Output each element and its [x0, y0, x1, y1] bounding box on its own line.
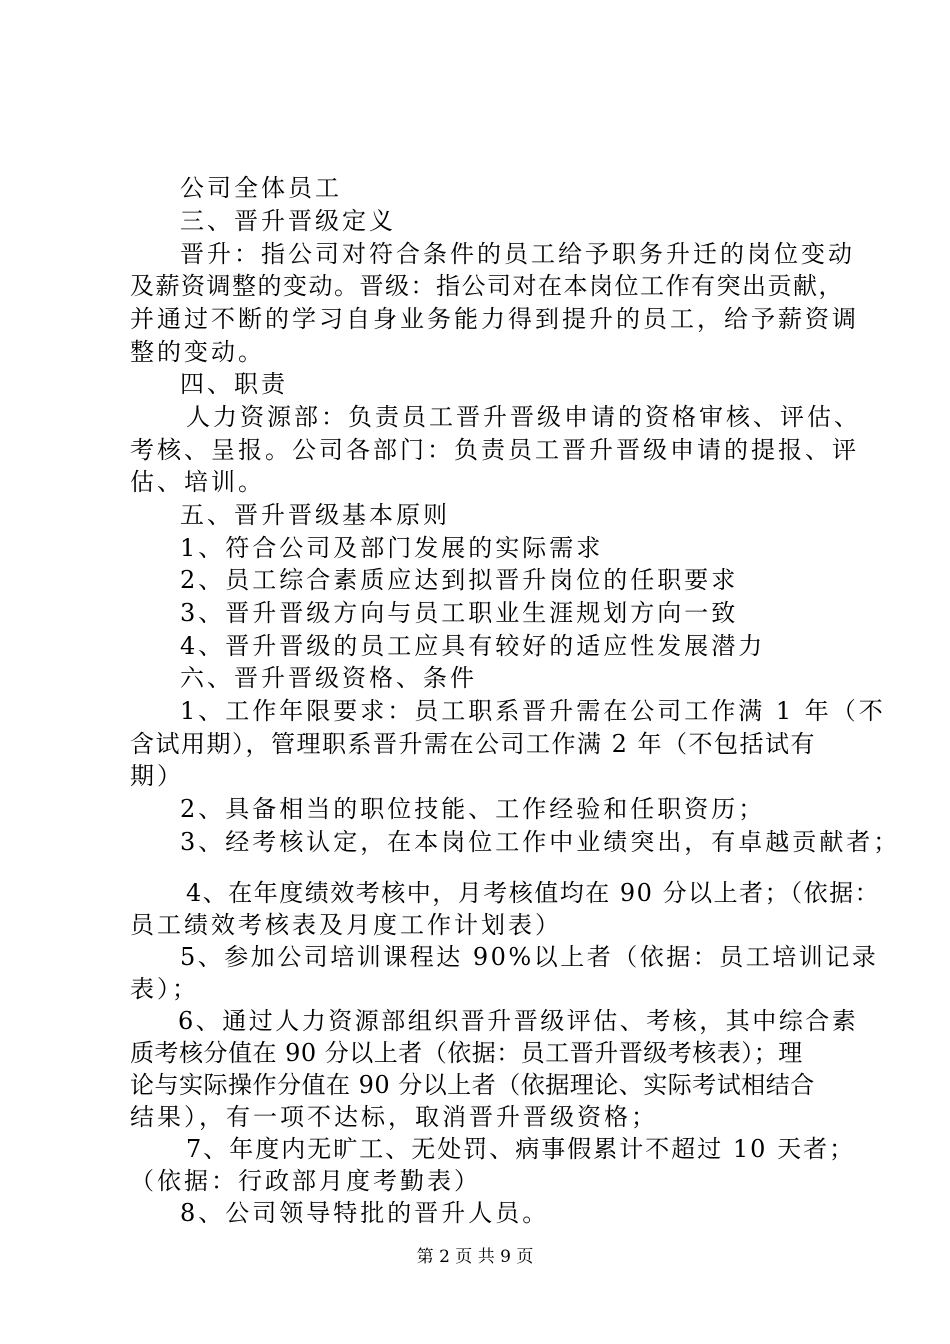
paragraph-line: 人力资源部：负责员工晋升晋级申请的资格审核、评估、 — [186, 403, 861, 431]
list-item-continuation: 员工绩效考核表及月度工作计划表） — [130, 911, 562, 939]
page-number-footer: 第 2 页 共 9 页 — [416, 1247, 534, 1267]
list-item: 1、工作年限要求：员工职系晋升需在公司工作满 1 年（不 — [180, 697, 886, 725]
paragraph-line: 并通过不断的学习自身业务能力得到提升的员工，给予薪资调 — [130, 305, 859, 333]
list-item-continuation: （依据：行政部月度考勤表） — [130, 1167, 481, 1195]
section-heading: 六、晋升晋级资格、条件 — [180, 664, 477, 692]
list-item: 4、在年度绩效考核中，月考核值均在 90 分以上者；（依据： — [186, 879, 881, 907]
list-item-continuation: 质考核分值在 90 分以上者（依据：员工晋升晋级考核表）；理 — [130, 1039, 803, 1067]
paragraph-line: 晋升：指公司对符合条件的员工给予职务升迁的岗位变动 — [180, 240, 855, 268]
paragraph-line: 整的变动。 — [130, 338, 265, 366]
list-item: 3、晋升晋级方向与员工职业生涯规划方向一致 — [180, 599, 739, 627]
list-item: 4、晋升晋级的员工应具有较好的适应性发展潜力 — [180, 632, 766, 660]
text-line: 公司全体员工 — [180, 174, 342, 202]
list-item-continuation: 表）； — [130, 975, 199, 1003]
list-item: 2、员工综合素质应达到拟晋升岗位的任职要求 — [180, 566, 739, 594]
list-item: 2、具备相当的职位技能、工作经验和任职资历； — [180, 795, 766, 823]
list-item: 3、经考核认定，在本岗位工作中业绩突出，有卓越贡献者； — [180, 828, 901, 856]
section-heading: 四、职责 — [180, 370, 288, 398]
list-item: 5、参加公司培训课程达 90%以上者（依据：员工培训记录 — [180, 943, 879, 971]
paragraph-line: 考核、呈报。公司各部门：负责员工晋升晋级申请的提报、评 — [130, 436, 859, 464]
section-heading: 三、晋升晋级定义 — [180, 207, 396, 235]
paragraph-line: 估、培训。 — [130, 468, 265, 496]
list-item-continuation: 含试用期），管理职系晋升需在公司工作满 2 年（不包括试有 — [130, 730, 817, 758]
list-item: 6、通过人力资源部组织晋升晋级评估、考核，其中综合素 — [178, 1007, 859, 1035]
list-item: 7、年度内无旷工、无处罚、病事假累计不超过 10 天者； — [186, 1135, 856, 1163]
paragraph-line: 及薪资调整的变动。晋级：指公司对在本岗位工作有突出贡献， — [130, 272, 844, 300]
list-item: 8、公司领导特批的晋升人员。 — [180, 1199, 550, 1227]
list-item: 1、符合公司及部门发展的实际需求 — [180, 534, 604, 562]
list-item-continuation: 结果），有一项不达标，取消晋升晋级资格； — [130, 1103, 658, 1131]
list-item-continuation: 论与实际操作分值在 90 分以上者（依据理论、实际考试相结合 — [130, 1071, 815, 1099]
list-item-continuation: 期） — [130, 762, 184, 790]
section-heading: 五、晋升晋级基本原则 — [180, 501, 450, 529]
